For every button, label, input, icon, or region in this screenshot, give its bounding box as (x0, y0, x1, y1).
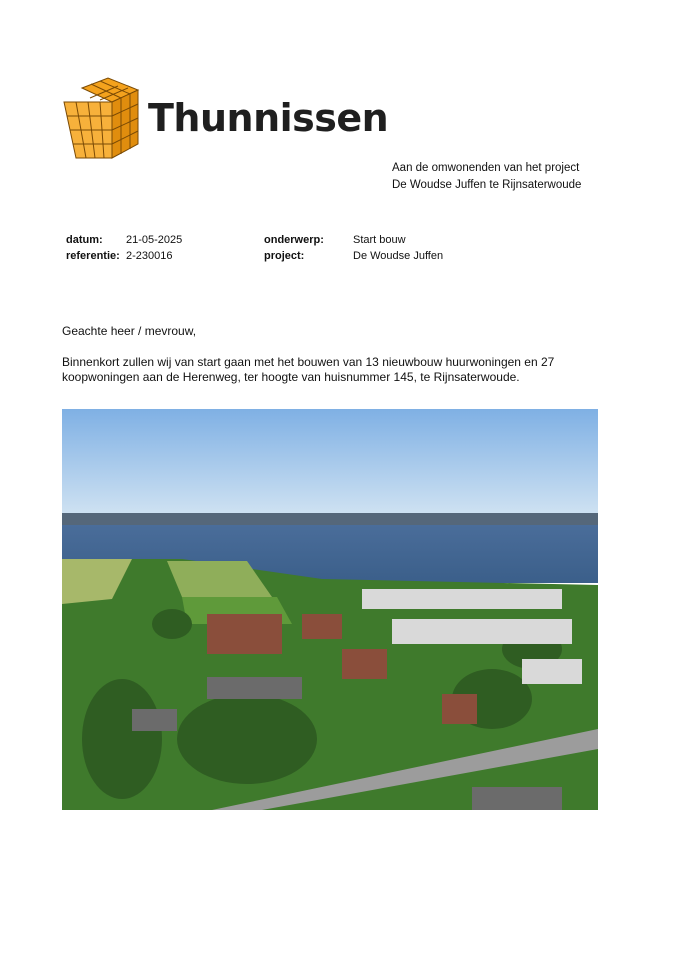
onderwerp-label: onderwerp: (264, 234, 324, 246)
meta-right (264, 232, 443, 264)
recipient-address (392, 160, 581, 194)
project-label: project: (264, 250, 305, 262)
referentie-value: 2-230016 (126, 250, 173, 262)
referentie-label: referentie: (66, 250, 120, 262)
cube-logo-icon (60, 74, 142, 164)
address-line-2: De Woudse Juffen te Rijnsaterwoude (392, 179, 582, 191)
address-line-1: Aan de omwonenden van het project (392, 162, 580, 174)
datum-row (66, 232, 182, 248)
onderwerp-row (264, 232, 443, 248)
datum-value: 21-05-2025 (126, 234, 183, 246)
company-name: Thunnissen (148, 96, 389, 140)
salutation: Geachte heer / mevrouw, (62, 324, 197, 338)
onderwerp-value: Start bouw (353, 234, 406, 246)
meta-left (66, 232, 182, 264)
project-row (264, 248, 443, 264)
company-logo (60, 74, 389, 166)
aerial-photo (62, 409, 598, 810)
body-paragraph: Binnenkort zullen wij van start gaan met het bouwen van 13 nieuwbouw huurwoningen en 27 koopwoningen aan de Herenweg, ter hoogte van huisnummer 145, te Rijnsaterwoude. (62, 355, 555, 384)
referentie-row (66, 248, 182, 264)
datum-label: datum: (66, 234, 103, 246)
project-value: De Woudse Juffen (353, 250, 444, 262)
